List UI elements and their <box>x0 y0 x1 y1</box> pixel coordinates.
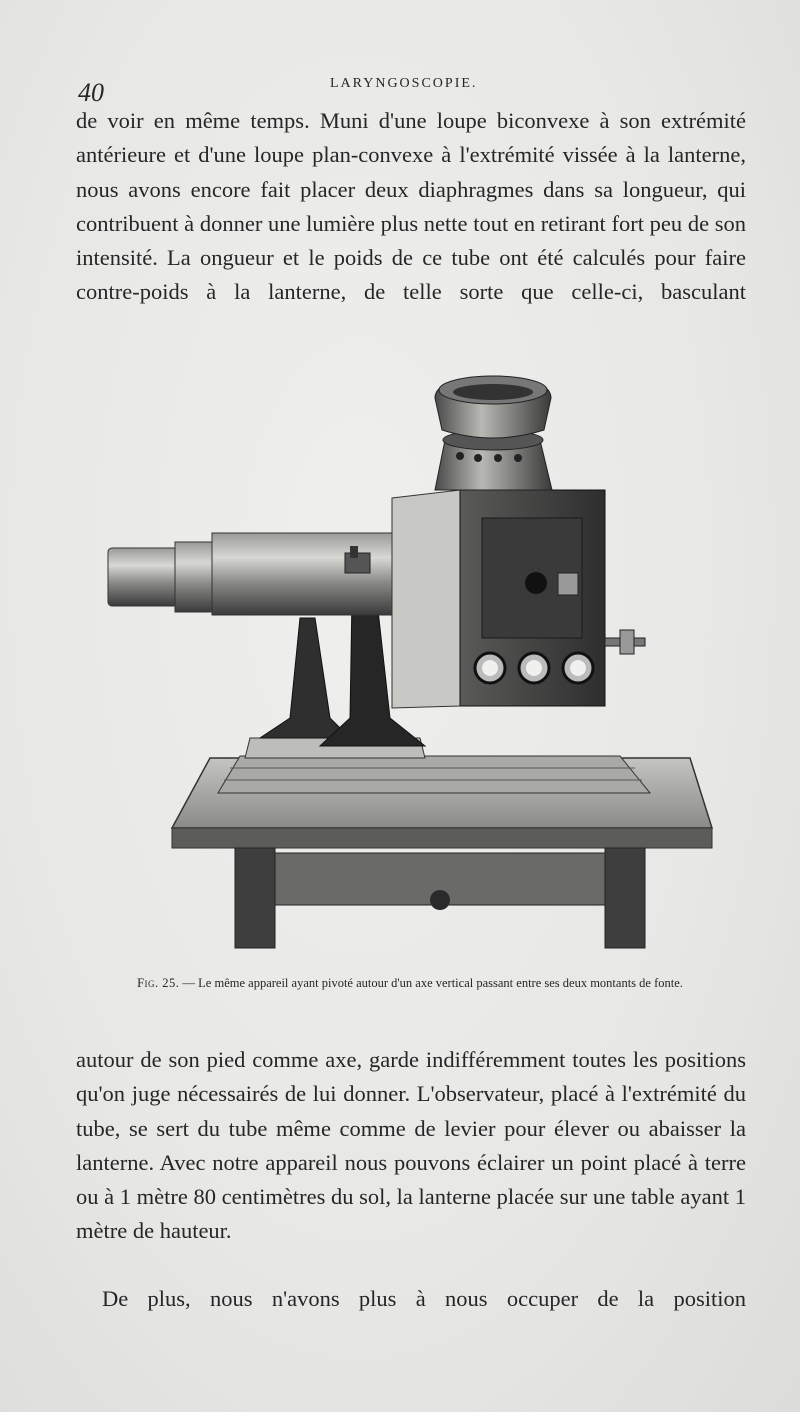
lantern-window <box>525 572 547 594</box>
figure-caption <box>90 975 730 992</box>
paragraph-bottom: autour de son pied comme axe, garde indifféremment toutes les positions qu'on juge nécessairés de lui donner. L'observateur, placé à l'extrémité du tube, se sert du tube même comme de levier pour élever ou abaisser la lanterne. Avec notre appareil nous pouvons éclairer un point placé à terre ou à 1 mètre 80 centimètres du sol, la lanterne placée sur une table ayant 1 mètre de hauteur. <box>76 1047 746 1244</box>
table <box>172 756 712 948</box>
apparatus-engraving <box>100 368 720 968</box>
drawer-knob <box>430 890 450 910</box>
figure-label: Fig. 25. <box>137 976 180 990</box>
running-title: LARYNGOSCOPIE. <box>330 76 478 91</box>
paragraph-top: de voir en même temps. Muni d'une loupe biconvexe à son extrémité antérieure et d'une loupe plan-convexe à l'extrémité vissée à la lanterne, nous avons encore fait placer deux diaphragmes dans sa longueur, qui contribuent à donner une lumière plus nette tout en retirant fort peu de son intensité. La ongueur et le poids de ce tube ont été calculés pour faire contre-poids à la lanterne, de telle sorte que celle-ci, basculant <box>76 108 746 305</box>
lantern <box>392 376 645 708</box>
paragraph-last: De plus, nous n'avons plus à nous occuper de la position <box>102 1286 746 1311</box>
figure-caption-text: — Le même appareil ayant pivoté autour d'un axe vertical passant entre ses deux montants de fonte. <box>182 976 683 990</box>
page-number: 40 <box>78 78 104 107</box>
figure-lantern-apparatus <box>100 368 720 968</box>
